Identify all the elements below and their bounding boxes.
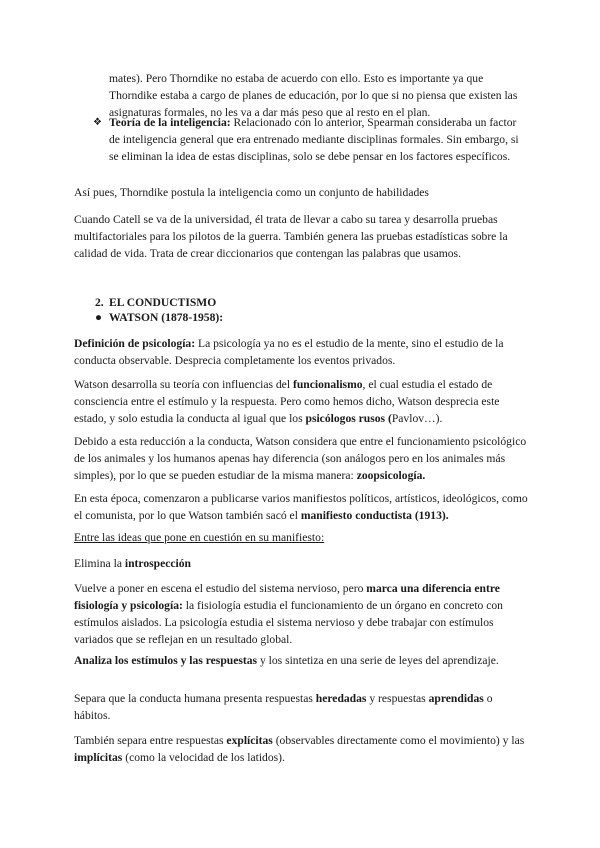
paragraph-manifiesto xyxy=(74,490,530,524)
bold-term: psicólogos rusos ( xyxy=(305,412,392,425)
text-run: Debido a esta reducción a la conducta, Watson considera que entre el funcionamiento psicológico de los animales y los humanos apenas hay diferencia (son análogos pero en los animales más simples), por lo que se pueden estudiar de la misma manera: xyxy=(74,435,527,482)
paragraph-funcionalismo xyxy=(74,376,530,427)
paragraph-thorndike xyxy=(74,184,530,201)
paragraph-explicitas xyxy=(74,732,530,766)
text-run: y los sintetiza en una serie de leyes del aprendizaje. xyxy=(257,654,499,667)
ideas-heading: Entre las ideas que pone en cuestión en su manifiesto: xyxy=(74,531,325,544)
bold-term: heredadas xyxy=(315,692,367,705)
round-bullet-icon: ● xyxy=(95,311,103,324)
text-run: En esta época, comenzaron a publicarse varios manifiestos políticos, artísticos, ideológicos, como el comunista, por lo que Watson también sacó el xyxy=(74,492,528,522)
text-run: Pavlov…). xyxy=(391,412,443,425)
text-run: la fisiología estudia el funcionamiento de un órgano en concreto con estímulos aislados. La psicología estudia el sistema nervioso y debe trabajar con estímulos variados que se reflejan en un resultado global. xyxy=(74,599,503,646)
bold-term: manifiesto conductista (1913). xyxy=(300,509,449,522)
paragraph-definicion xyxy=(74,335,530,369)
text-run: Elimina la xyxy=(74,557,125,570)
bold-term: introspección xyxy=(124,557,192,570)
paragraph-text: mates). Pero Thorndike no estaba de acuerdo con ello. Esto es importante ya que Thorndike estaba a cargo de planes de educación, por lo que si no piensa que existen las asignaturas formales, no les va a dar más peso que al resto en el plan. xyxy=(109,72,518,119)
bullet-teoria-inteligencia xyxy=(109,114,530,165)
text-run: y respuestas xyxy=(366,692,429,705)
text-run: (observables directamente como el movimiento) y las xyxy=(272,734,525,747)
section-subtitle: WATSON (1878-1958): xyxy=(109,311,224,324)
bold-term: explícitas xyxy=(226,734,273,747)
paragraph-estimulos xyxy=(74,652,530,669)
bold-term: marca una diferencia entre fisiología y psicología: xyxy=(74,582,500,612)
diamond-bullet-icon: ❖ xyxy=(93,117,102,128)
text-run: Separa que la conducta humana presenta respuestas xyxy=(74,692,316,705)
paragraph-zoopsicologia xyxy=(74,433,530,484)
text-run: Vuelve a poner en escena el estudio del sistema nervioso, pero xyxy=(74,582,367,595)
bold-term: Analiza los estímulos y las respuestas xyxy=(74,654,258,667)
text-run: (como la velocidad de los latidos). xyxy=(122,751,285,764)
paragraph-catell xyxy=(74,211,530,262)
bold-term: implícitas xyxy=(74,751,123,764)
paragraph-introspeccion xyxy=(74,555,530,572)
text-run: Watson desarrolla su teoría con influencias del xyxy=(74,378,293,391)
paragraph-text: Cuando Catell se va de la universidad, él trata de llevar a cabo su tarea y desarrolla pruebas multifactoriales para los pilotos de la guerra. También genera las pruebas estadísticas sobre la calidad de vida. Trata de crear diccionarios que contengan las palabras que usamos. xyxy=(74,213,508,260)
text-run: También separa entre respuestas xyxy=(74,734,227,747)
paragraph-heredadas xyxy=(74,690,530,724)
paragraph-fisiologia xyxy=(74,580,530,648)
bullet-title: Teoría de la inteligencia: xyxy=(109,116,231,129)
text-run: , el cual estudia el estado de consciencia entre el estímulo y la respuesta. Pero como hemos dicho, Watson desprecia este estado, y solo estudia la conducta al igual que los xyxy=(74,378,500,425)
section-title: EL CONDUCTISMO xyxy=(109,296,217,309)
definition-title: Definición de psicología: xyxy=(74,337,196,350)
section-number: 2. xyxy=(95,296,104,309)
bullet-text: Relacionado con lo anterior, Spearman consideraba un factor de inteligencia general que era entrenado mediante disciplinas formales. Sin embargo, si se eliminan la idea de estas disciplinas, solo se debe pensar en los factores específicos. xyxy=(109,116,519,163)
paragraph-text: Así pues, Thorndike postula la inteligencia como un conjunto de habilidades xyxy=(74,186,429,199)
bold-term: aprendidas xyxy=(428,692,484,705)
bold-term: zoopsicología. xyxy=(356,469,426,482)
bold-term: funcionalismo xyxy=(292,378,363,391)
definition-text: La psicología ya no es el estudio de la mente, sino el estudio de la conducta observable. Desprecia completamente los eventos privados. xyxy=(74,337,504,367)
text-run: o hábitos. xyxy=(74,692,493,722)
